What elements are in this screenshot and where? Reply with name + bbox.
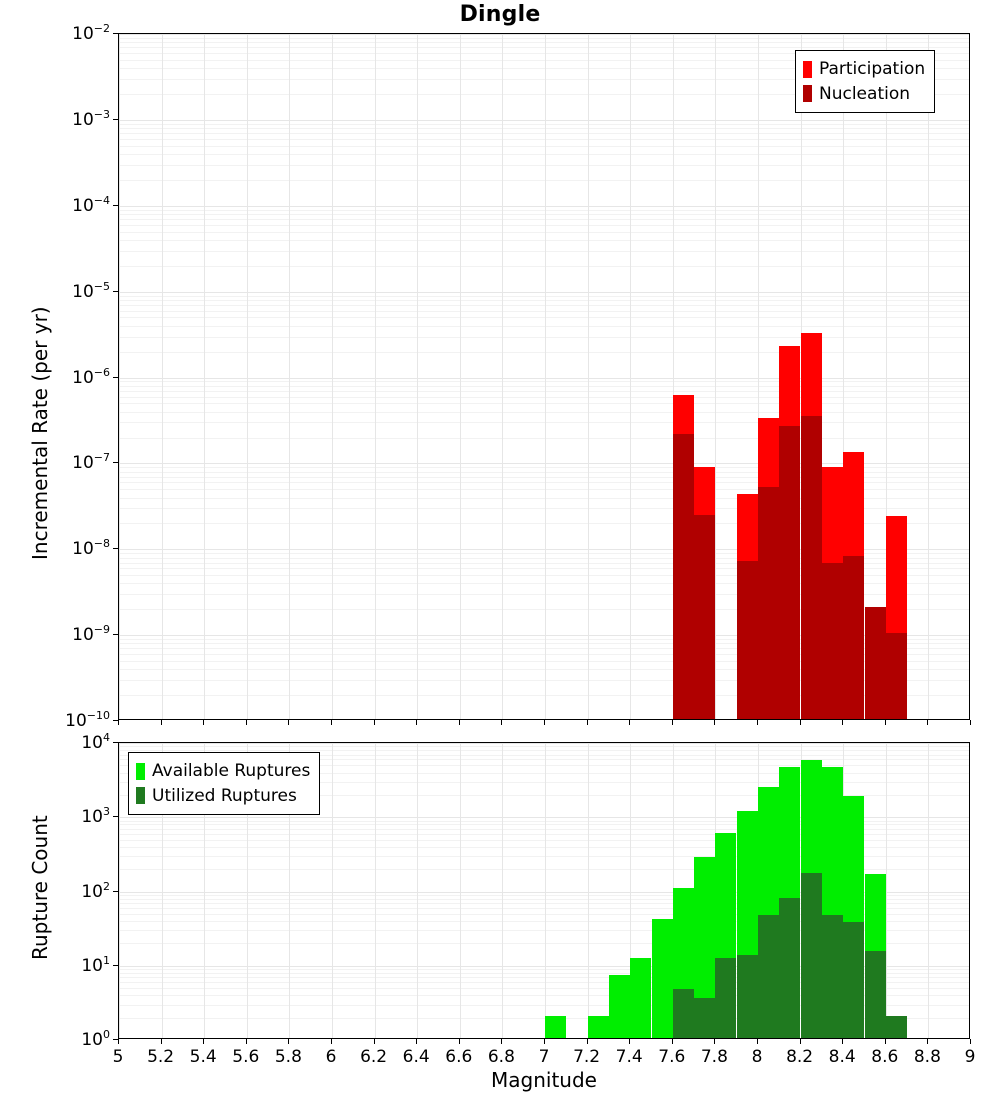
x-tick-label: 8.4 (828, 1047, 856, 1067)
incremental-rate-plot (118, 33, 970, 720)
x-tickmark (587, 1039, 588, 1044)
x-tickmark (629, 1039, 630, 1044)
x-tickmark (161, 720, 162, 725)
y-tick-label: $10^2$ (81, 879, 110, 902)
x-tick-label: 6.6 (445, 1047, 473, 1067)
y-tickmark (113, 377, 118, 378)
bar (737, 561, 758, 719)
y-tick-label: $10^{-10}$ (65, 709, 110, 731)
legend-label: Utilized Ruptures (152, 785, 297, 806)
x-tickmark (757, 720, 758, 725)
bar (822, 563, 843, 719)
x-tick-label: 5.8 (274, 1047, 302, 1067)
bar (630, 958, 651, 1038)
x-tickmark (672, 1039, 673, 1044)
x-tickmark (885, 720, 886, 725)
legend-swatch (803, 85, 812, 102)
top-bars (119, 34, 969, 719)
bar (865, 607, 886, 719)
bar (865, 951, 886, 1038)
x-tickmark (501, 720, 502, 725)
bar (886, 633, 907, 719)
y-tickmark (113, 816, 118, 817)
bar (673, 434, 694, 719)
x-tickmark (203, 720, 204, 725)
x-tickmark (587, 720, 588, 725)
y-tickmark (113, 119, 118, 120)
x-tick-label: 8 (751, 1047, 763, 1067)
x-tickmark (544, 720, 545, 725)
bar (843, 556, 864, 719)
x-tickmark (288, 720, 289, 725)
x-tickmark (800, 720, 801, 725)
x-tickmark (885, 1039, 886, 1044)
bar (715, 958, 736, 1038)
x-tick-label: 7.8 (700, 1047, 728, 1067)
x-tickmark (800, 1039, 801, 1044)
x-tickmark (416, 720, 417, 725)
x-tickmark (416, 1039, 417, 1044)
bar (801, 416, 822, 719)
x-tick-label: 5.2 (147, 1047, 175, 1067)
x-tickmark (118, 1039, 119, 1044)
legend-swatch (136, 763, 145, 780)
legend-item (803, 82, 925, 107)
y-tickmark (113, 742, 118, 743)
x-tickmark (161, 1039, 162, 1044)
legend-label: Available Ruptures (152, 761, 311, 781)
bar (886, 1016, 907, 1038)
legend-swatch (803, 61, 812, 78)
x-tickmark (288, 1039, 289, 1044)
x-axis-label: Magnitude (491, 1068, 597, 1092)
x-tickmark (629, 720, 630, 725)
bar (801, 873, 822, 1038)
x-tick-label: 5.6 (232, 1047, 260, 1067)
x-tick-label: 7.2 (573, 1047, 601, 1067)
x-tick-label: 7.4 (615, 1047, 643, 1067)
top-legend (795, 50, 935, 113)
y-tick-label: $10^{-6}$ (72, 365, 110, 388)
bar (673, 989, 694, 1038)
bar (652, 919, 673, 1038)
x-tick-label: 8.2 (786, 1047, 814, 1067)
bar (779, 898, 800, 1038)
x-tick-label: 7 (538, 1047, 550, 1067)
y-tickmark (113, 548, 118, 549)
y-tick-label: $10^{-7}$ (72, 451, 110, 474)
bar (843, 922, 864, 1038)
bottom-y-axis-label: Rupture Count (28, 815, 52, 960)
bar (694, 998, 715, 1038)
x-tick-label: 6.4 (402, 1047, 430, 1067)
bar (609, 975, 630, 1038)
x-tickmark (459, 720, 460, 725)
x-tickmark (118, 720, 119, 725)
y-tickmark (113, 965, 118, 966)
bar (588, 1016, 609, 1038)
page-title: Dingle (459, 2, 541, 27)
x-tickmark (714, 1039, 715, 1044)
top-y-axis-label: Incremental Rate (per yr) (28, 306, 52, 560)
x-tick-label: 6.8 (487, 1047, 515, 1067)
x-tick-label: 7.6 (658, 1047, 686, 1067)
legend-item (803, 57, 925, 82)
y-tickmark (113, 462, 118, 463)
x-tickmark (331, 720, 332, 725)
x-tickmark (757, 1039, 758, 1044)
y-tick-label: $10^0$ (81, 1028, 110, 1050)
y-tickmark (113, 205, 118, 206)
y-tick-label: $10^1$ (81, 953, 110, 976)
x-tickmark (544, 1039, 545, 1044)
x-tickmark (714, 720, 715, 725)
x-tick-label: 5 (112, 1047, 124, 1067)
x-tickmark (927, 720, 928, 725)
bar (694, 515, 715, 719)
legend-item (136, 784, 310, 809)
bar (545, 1016, 566, 1038)
y-tickmark (113, 634, 118, 635)
x-tick-label: 5.4 (189, 1047, 217, 1067)
legend-label: Participation (819, 59, 926, 79)
x-tickmark (927, 1039, 928, 1044)
x-tickmark (970, 1039, 971, 1044)
x-tick-label: 8.8 (913, 1047, 941, 1067)
y-tick-label: $10^4$ (81, 731, 110, 753)
x-tickmark (374, 1039, 375, 1044)
x-tickmark (331, 1039, 332, 1044)
x-tick-label: 9 (964, 1047, 976, 1067)
y-tick-label: $10^{-4}$ (72, 193, 110, 216)
x-tickmark (203, 1039, 204, 1044)
x-tickmark (459, 1039, 460, 1044)
x-tickmark (246, 720, 247, 725)
y-tickmark (113, 891, 118, 892)
x-tick-label: 6.2 (360, 1047, 388, 1067)
bottom-legend (128, 752, 320, 815)
x-tickmark (842, 1039, 843, 1044)
bar (737, 955, 758, 1038)
y-tick-label: $10^{-2}$ (72, 22, 110, 44)
y-tick-label: $10^3$ (81, 805, 110, 828)
bar (779, 426, 800, 719)
legend-label: Nucleation (819, 83, 911, 104)
x-tickmark (501, 1039, 502, 1044)
legend-item (136, 759, 310, 784)
y-tick-label: $10^{-8}$ (72, 537, 110, 560)
x-tick-label: 8.6 (871, 1047, 899, 1067)
legend-swatch (136, 787, 145, 804)
bar (758, 915, 779, 1038)
y-tickmark (113, 291, 118, 292)
x-tickmark (672, 720, 673, 725)
y-tick-label: $10^{-5}$ (72, 279, 110, 302)
x-tick-label: 6 (325, 1047, 337, 1067)
bar (758, 487, 779, 719)
y-tick-label: $10^{-3}$ (72, 108, 110, 130)
bar (822, 915, 843, 1038)
y-tick-label: $10^{-9}$ (72, 623, 110, 645)
y-tickmark (113, 33, 118, 34)
x-tickmark (970, 720, 971, 725)
x-tickmark (246, 1039, 247, 1044)
x-tickmark (842, 720, 843, 725)
x-tickmark (374, 720, 375, 725)
